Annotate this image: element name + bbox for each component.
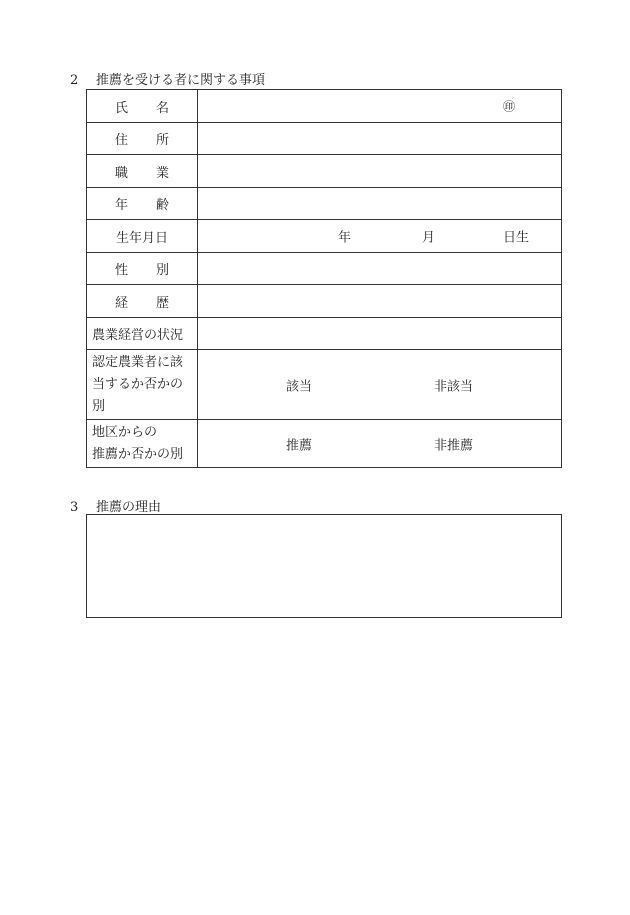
field-gender[interactable]	[198, 253, 562, 285]
label-gender-char-2: 別	[156, 263, 170, 278]
row-recommend	[87, 420, 562, 468]
label-age-char-1: 年	[114, 198, 128, 213]
label-name	[87, 90, 198, 123]
birthdate-day-label: 日生	[503, 230, 530, 246]
field-occupation[interactable]	[198, 155, 562, 188]
section-3-heading	[70, 496, 161, 515]
row-name	[87, 90, 562, 123]
label-name-char-1: 氏	[114, 100, 128, 116]
option-applicable[interactable]: 該当	[286, 379, 313, 394]
label-occupation-char-2: 業	[156, 165, 170, 181]
label-address-char-1: 住	[114, 133, 128, 148]
section-3-title: 推薦の理由	[96, 500, 162, 515]
row-gender	[87, 253, 562, 285]
section-3-number: 3	[70, 500, 79, 515]
label-address	[87, 123, 198, 155]
section-2-title: 推薦を受ける者に関する事項	[96, 73, 266, 88]
label-address-char-2: 所	[156, 133, 170, 148]
section-2-heading	[70, 69, 265, 88]
label-certified-line-1: 認定農業者に該	[92, 354, 184, 370]
birthdate-month-label: 月	[422, 230, 436, 246]
label-gender	[87, 253, 198, 285]
label-recommend	[87, 420, 198, 468]
nominee-info-table	[86, 89, 562, 468]
label-recommend-line-1: 地区からの	[92, 424, 158, 440]
row-career	[87, 285, 562, 318]
reason-field[interactable]	[86, 514, 562, 618]
label-career-char-1: 経	[114, 295, 128, 311]
label-certified	[87, 350, 198, 420]
field-farming[interactable]	[198, 318, 562, 350]
row-occupation	[87, 155, 562, 188]
label-birthdate: 生年月日	[87, 220, 198, 253]
option-not-applicable[interactable]: 非該当	[434, 379, 474, 394]
label-certified-line-2: 当するか否かの	[92, 376, 184, 392]
section-2-number: 2	[70, 73, 79, 88]
field-career[interactable]	[198, 285, 562, 318]
field-address[interactable]	[198, 123, 562, 155]
label-age	[87, 188, 198, 220]
row-birthdate	[87, 220, 562, 253]
field-birthdate[interactable]	[198, 220, 562, 253]
birthdate-year-label: 年	[338, 230, 352, 246]
field-recommend	[198, 420, 562, 468]
label-occupation	[87, 155, 198, 188]
label-age-char-2: 齢	[156, 198, 170, 213]
label-occupation-char-1: 職	[114, 165, 128, 181]
field-age[interactable]	[198, 188, 562, 220]
label-career	[87, 285, 198, 318]
row-farming	[87, 318, 562, 350]
label-recommend-line-2: 推薦か否かの別	[92, 446, 184, 462]
label-farming: 農業経営の状況	[87, 318, 198, 350]
option-recommended[interactable]: 推薦	[286, 438, 313, 453]
field-certified	[198, 350, 562, 420]
label-gender-char-1: 性	[114, 263, 128, 278]
row-age	[87, 188, 562, 220]
field-name[interactable]	[198, 90, 562, 123]
row-address	[87, 123, 562, 155]
label-certified-line-3: 別	[92, 398, 106, 414]
option-not-recommended[interactable]: 非推薦	[434, 438, 474, 453]
row-certified	[87, 350, 562, 420]
label-name-char-2: 名	[156, 100, 170, 116]
label-career-char-2: 歴	[156, 295, 170, 311]
seal-mark: ㊞	[502, 99, 515, 114]
